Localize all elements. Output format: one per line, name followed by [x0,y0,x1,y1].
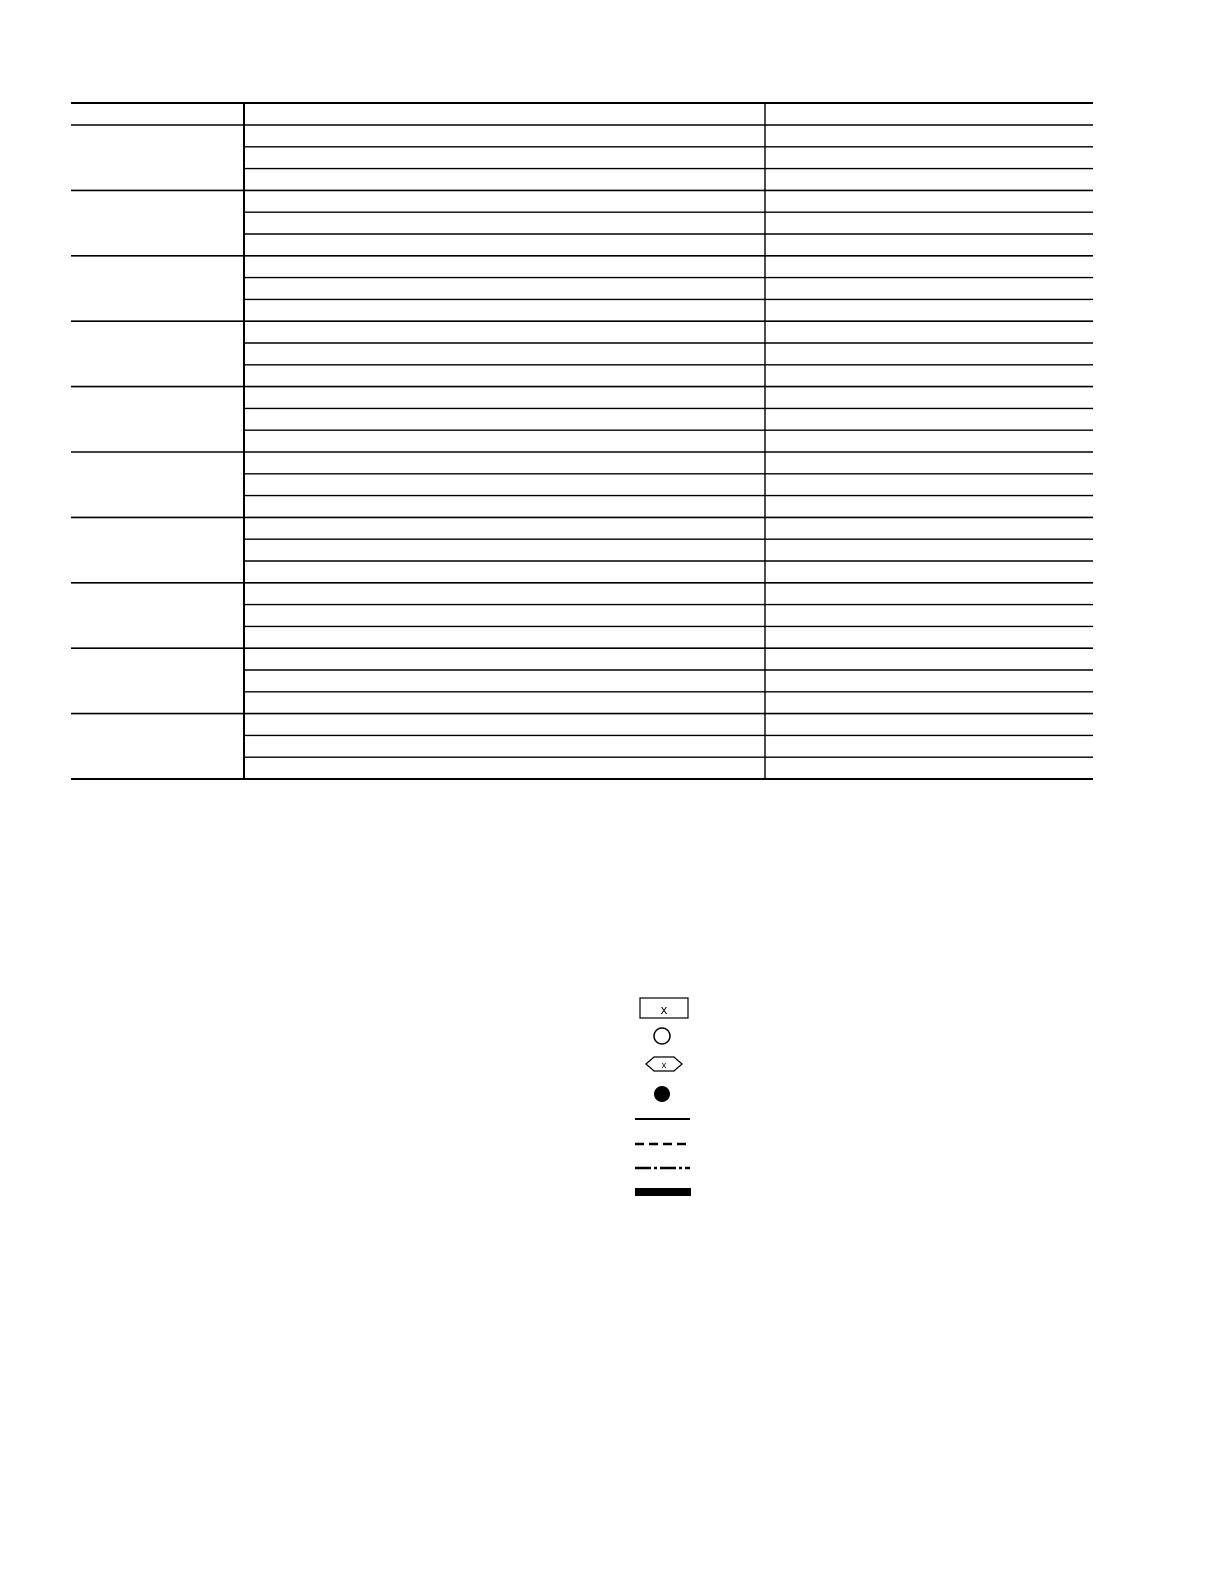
open-circle-icon [654,1028,670,1044]
hexagon-symbol-label: x [661,1060,667,1070]
thick-line-icon [635,1188,691,1196]
box-symbol-label: x [660,1002,668,1017]
hexagon-symbol-icon [646,1057,682,1071]
filled-circle-icon [654,1086,670,1102]
box-symbol-icon [640,998,688,1018]
